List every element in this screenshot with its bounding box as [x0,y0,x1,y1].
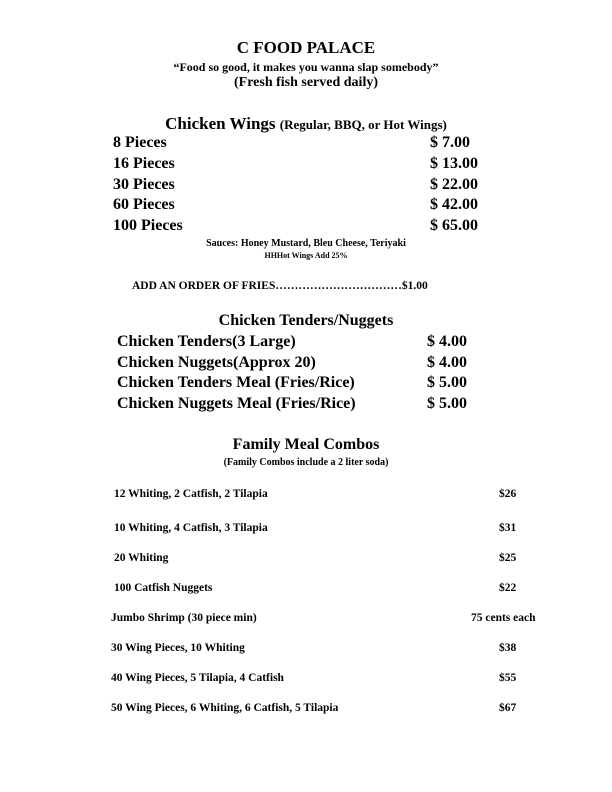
combo-item-label: 100 Catfish Nuggets [114,582,213,594]
wings-item-price: $ 42.00 [430,196,478,213]
family-note: (Family Combos include a 2 liter soda) [223,457,389,468]
combo-item-price: $31 [499,522,517,534]
tenders-item-label: Chicken Nuggets(Approx 20) [117,354,316,371]
tenders-item-price: $ 4.00 [427,354,467,371]
combo-item-price: 75 cents each [471,612,536,624]
wings-item [113,217,493,237]
fresh-fish-note: (Fresh fish served daily) [233,75,378,90]
combo-item [0,642,612,658]
tenders-item-price: $ 5.00 [427,374,467,391]
combo-item-label: Jumbo Shrimp (30 piece min) [111,612,257,624]
wings-item [113,155,493,175]
tenders-heading: Chicken Tenders/Nuggets [218,312,394,329]
combo-item-price: $38 [499,642,517,654]
combo-item [0,702,612,718]
wings-heading [0,114,612,134]
combo-item-label: 50 Wing Pieces, 6 Whiting, 6 Catfish, 5 Tilapia [111,702,339,714]
tenders-item [117,374,477,394]
wings-item [113,176,493,196]
wings-item-price: $ 22.00 [430,176,478,193]
tenders-item [117,333,477,353]
tenders-item-price: $ 4.00 [427,333,467,350]
combo-item [0,522,612,538]
wings-item-price: $ 65.00 [430,217,478,234]
wings-item-label: 100 Pieces [113,217,183,234]
sauces-note: Sauces: Honey Mustard, Bleu Cheese, Teriyaki [206,238,406,249]
combo-item [0,552,612,568]
combo-item [0,672,612,688]
wings-item [113,196,493,216]
combo-item-price: $25 [499,552,517,564]
combo-item-label: 20 Whiting [114,552,169,564]
combo-item-label: 40 Wing Pieces, 5 Tilapia, 4 Catfish [111,672,284,684]
restaurant-title: C FOOD PALACE [236,38,376,57]
combo-item-label: 10 Whiting, 4 Catfish, 3 Tilapia [114,522,268,534]
tenders-item-price: $ 5.00 [427,395,467,412]
tenders-item-label: Chicken Nuggets Meal (Fries/Rice) [117,395,356,412]
combo-item [0,582,612,598]
wings-item-label: 30 Pieces [113,176,175,193]
tagline: “Food so good, it makes you wanna slap somebody” [173,60,439,74]
combo-item-label: 12 Whiting, 2 Catfish, 2 Tilapia [114,488,268,500]
tenders-item [117,395,477,415]
family-heading: Family Meal Combos [232,436,380,453]
wings-item-price: $ 7.00 [430,134,470,151]
combo-item-price: $67 [499,702,517,714]
wings-item-label: 16 Pieces [113,155,175,172]
combo-item-price: $55 [499,672,517,684]
wings-item [113,134,493,154]
combo-item-price: $22 [499,582,517,594]
combo-item [0,488,612,504]
wings-heading-title: Chicken Wings [165,114,276,133]
tenders-item [117,354,477,374]
wings-heading-note: (Regular, BBQ, or Hot Wings) [279,117,447,132]
combo-item [0,612,612,628]
hot-wings-note: HHHot Wings Add 25% [264,251,348,260]
wings-item-label: 60 Pieces [113,196,175,213]
tenders-item-label: Chicken Tenders(3 Large) [117,333,296,350]
combo-item-price: $26 [499,488,517,500]
combo-item-label: 30 Wing Pieces, 10 Whiting [111,642,245,654]
fries-addon: ADD AN ORDER OF FRIES……………………………$1.00 [132,280,428,292]
wings-item-price: $ 13.00 [430,155,478,172]
tenders-item-label: Chicken Tenders Meal (Fries/Rice) [117,374,355,391]
wings-item-label: 8 Pieces [113,134,167,151]
